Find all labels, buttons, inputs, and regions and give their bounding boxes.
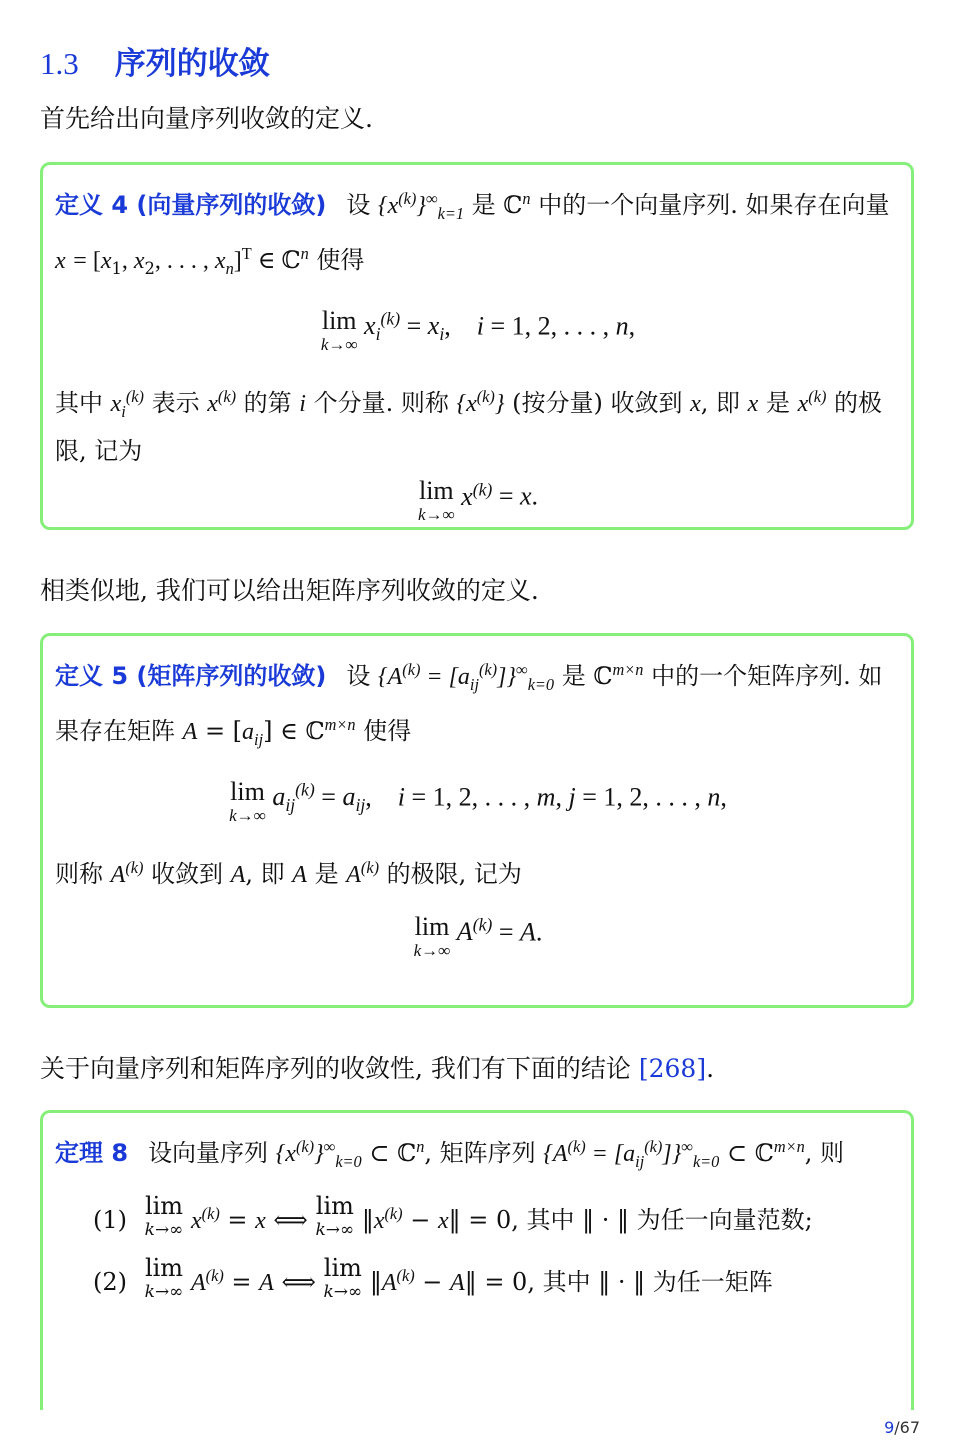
intro-vector: 首先给出向量序列收敛的定义. xyxy=(40,104,373,133)
definition-4-limit: lim k→∞ $x^{(k)} = x$. xyxy=(417,476,539,525)
theorem-8-label: 定理 8 xyxy=(55,1139,129,1167)
definition-5-limit: lim k→∞ $A^{(k)} = A$. xyxy=(413,911,543,960)
definition-5-text: 定义 5 (矩阵序列的收敛) 设 $\{A^{(k)} = [a_{ij}^{(k)}]\}^\infty_{k=0}$ 是 ℂ$^{m\times n}$ 中的一个矩阵序列. 如果存在矩阵 $A = [a_{ij}]$ ∈ ℂ$^{m\times n}$ 使得 xyxy=(55,660,883,749)
theorem-8-item-2: (2) lim k→∞ $A^{(k)} = A$ ⟺ lim k→∞ $‖A^{(k)}$ − A‖ = 0, 其中 ‖ · ‖ 为任一矩阵 xyxy=(93,1253,773,1302)
definition-5-label: 定义 5 (矩阵序列的收敛) xyxy=(55,662,327,690)
section-heading: 序列的收敛 xyxy=(114,46,270,82)
definition-5-limit-entrywise: lim k→∞ $a_{ij}^{(k)} = a_{ij}$, i = 1, 2, . . . , m, j = 1, 2, . . . , n, xyxy=(229,776,727,825)
section-number: 1.3 xyxy=(40,46,79,81)
definition-4-label: 定义 4 (向量序列的收敛) xyxy=(55,191,327,219)
intro-theorem: 关于向量序列和矩阵序列的收敛性, 我们有下面的结论 [268]. xyxy=(40,1054,715,1083)
definition-5-text-2: 则称 $A^{(k)}$ 收敛到 A, 即 A 是 $A^{(k)}$ 的极限, 记为 xyxy=(55,857,522,888)
definition-5-box xyxy=(40,633,914,1008)
intro-matrix: 相类似地, 我们可以给出矩阵序列收敛的定义. xyxy=(40,576,539,605)
theorem-8-item-1: (1) lim k→∞ $x^{(k)} = x$ ⟺ lim k→∞ $‖x^{(k)}$ − x‖ = 0, 其中 ‖ · ‖ 为任一向量范数; xyxy=(93,1191,813,1240)
definition-4-text-2: 其中 $x_i^{(k)}$ 表示 $x^{(k)}$ 的第 i 个分量. 则称 $\{x^{(k)}\}$ (按分量) 收敛到 x, 即 x 是 $x^{(k)}$ 的极限, 记为 xyxy=(55,386,883,466)
theorem-8-text: 定理 8 设向量序列 $\{x^{(k)}\}^\infty_{k=0}$ ⊂ ℂ$^n$, 矩阵序列 $\{A^{(k)} = [a_{ij}^{(k)}]\}^\infty_{k=0}$ ⊂ ℂ$^{m\times n}$, 则 xyxy=(55,1137,845,1171)
theorem-8-box xyxy=(40,1110,914,1410)
page-number: 9/67 xyxy=(884,1418,920,1437)
definition-4-box xyxy=(40,162,914,530)
section-title xyxy=(40,38,270,83)
definition-4-text: 定义 4 (向量序列的收敛) 设 $\{x^{(k)}\}^\infty_{k=1}$ 是 ℂ$^n$ 中的一个向量序列. 如果存在向量 $x = [x_1$, $x_2$, . . . , $x_n]^T$ ∈ ℂ$^n$ 使得 xyxy=(55,189,890,278)
definition-4-limit-componentwise: lim k→∞ $x_i^{(k)} = x_i$, i = 1, 2, . . . , n, xyxy=(320,305,636,354)
citation-link[interactable]: [268] xyxy=(638,1054,707,1083)
